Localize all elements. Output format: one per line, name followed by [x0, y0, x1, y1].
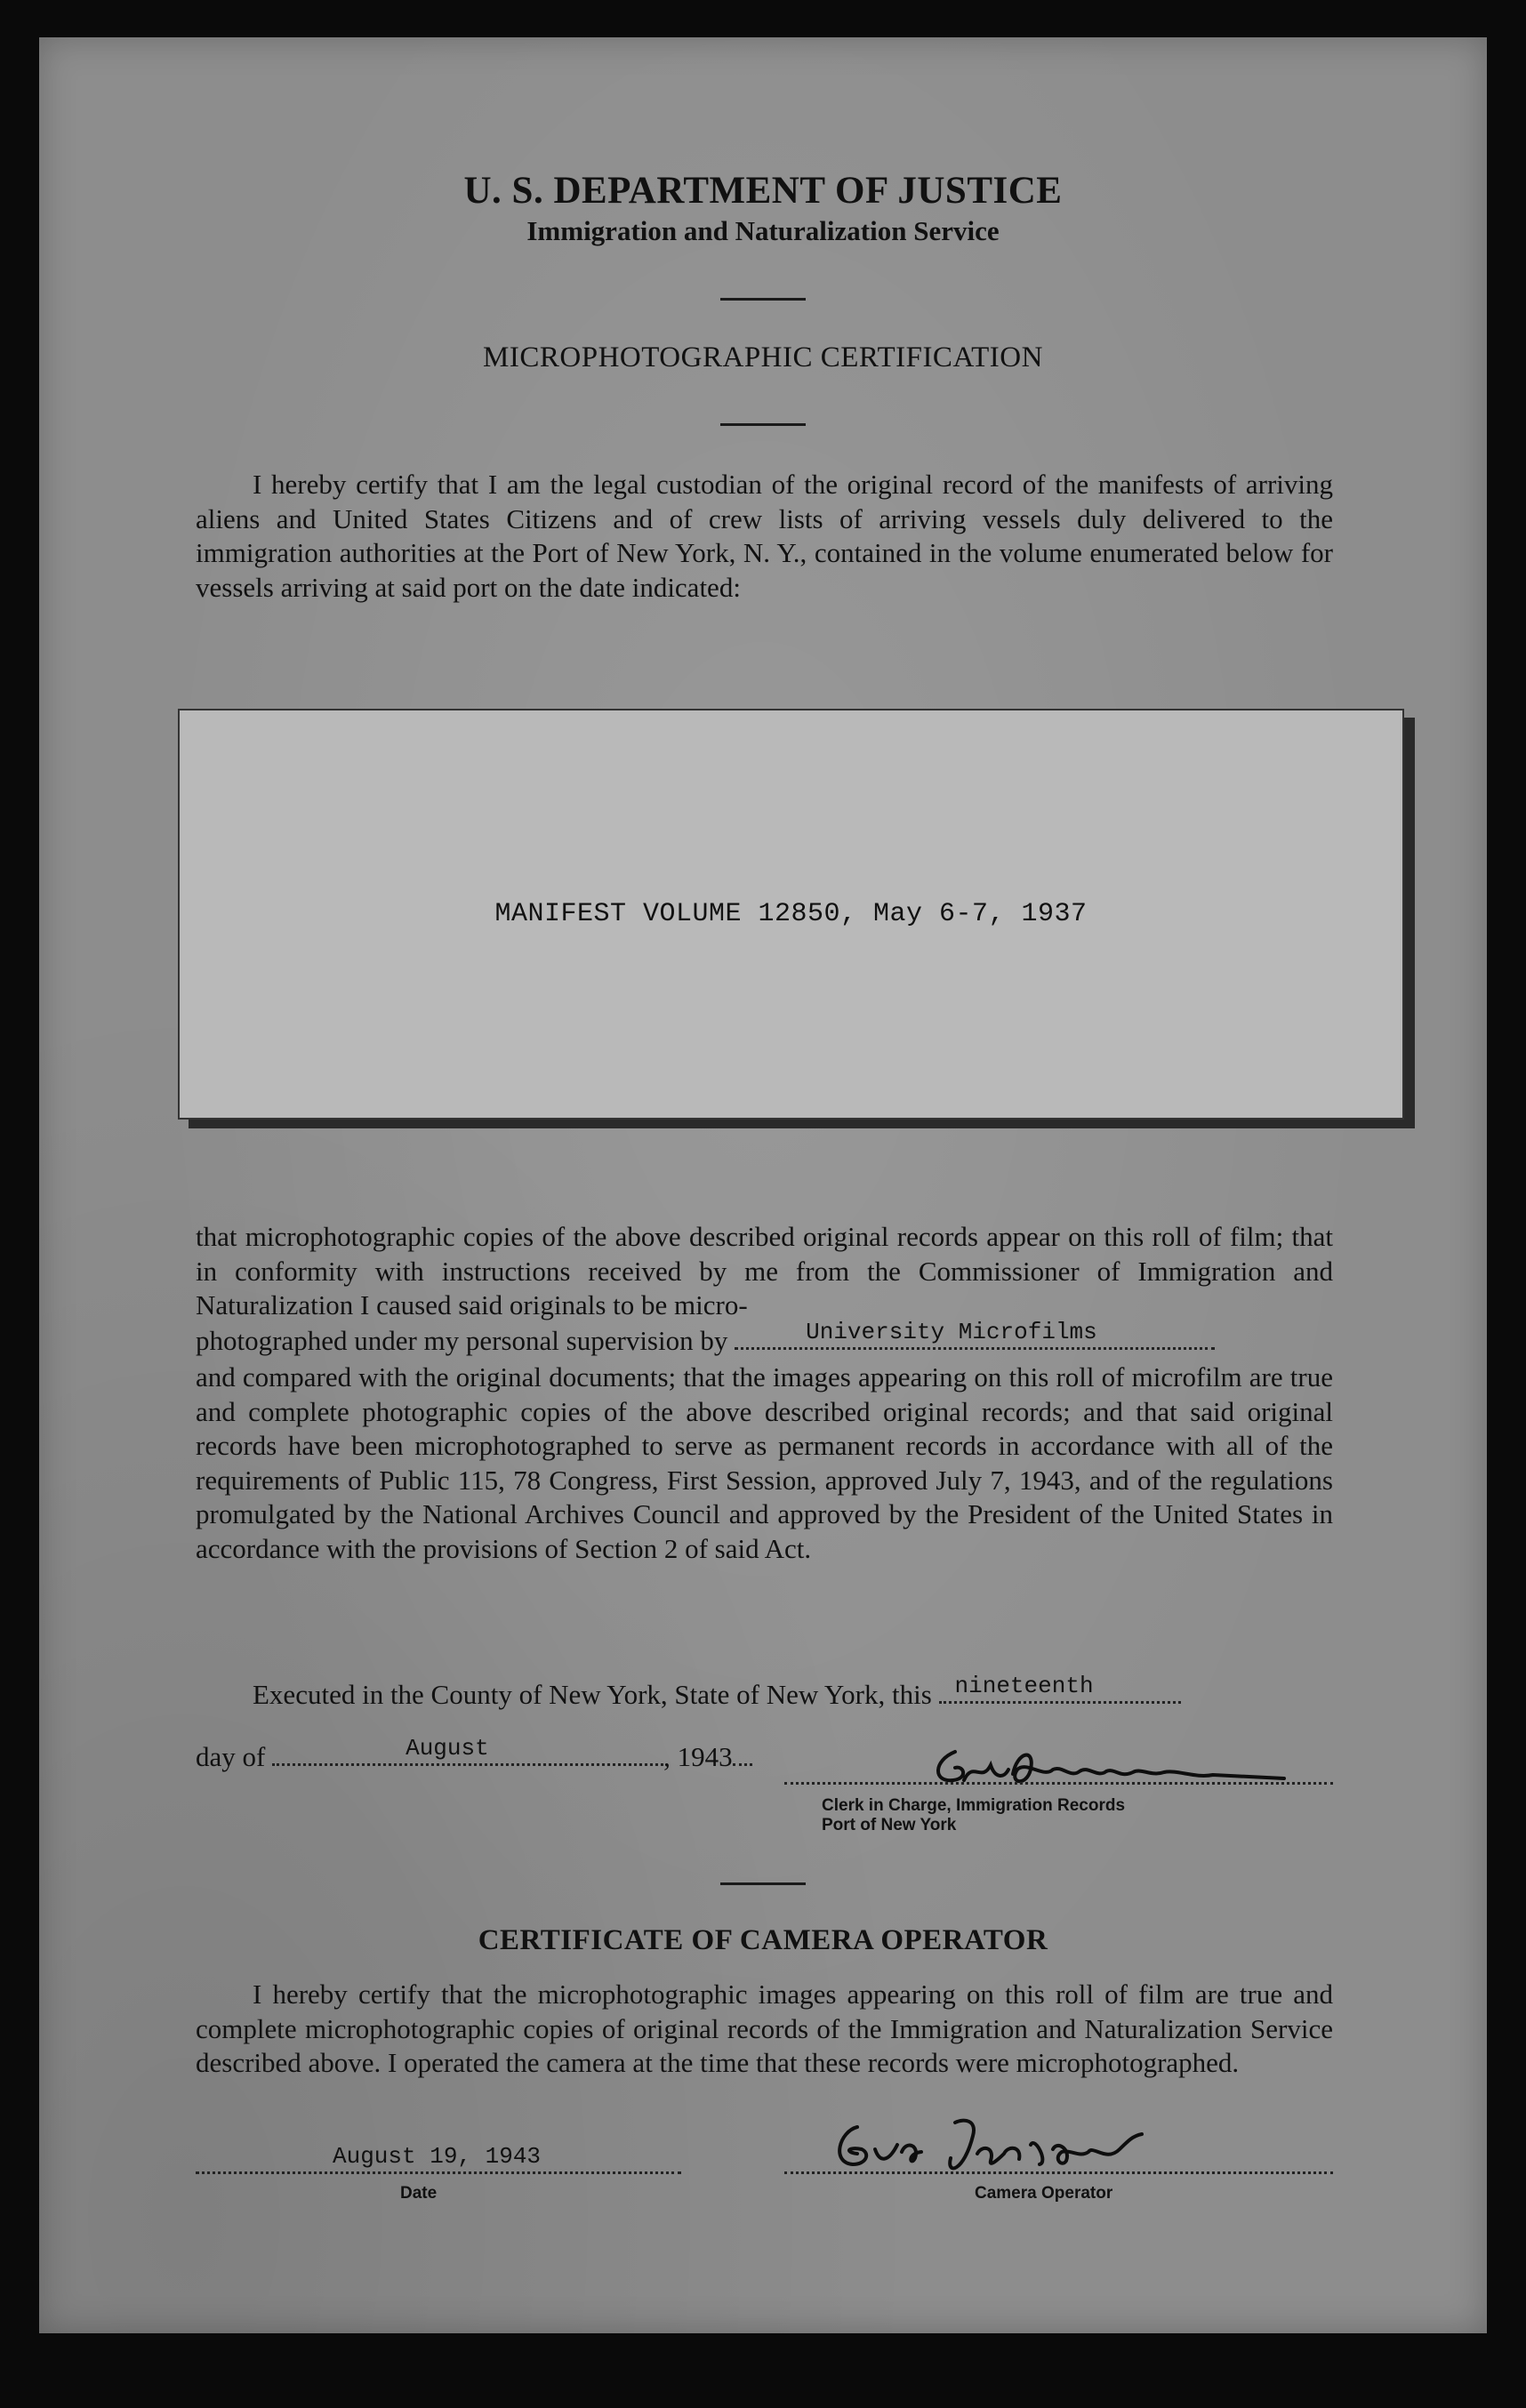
certification-title: MICROPHOTOGRAPHIC CERTIFICATION	[483, 341, 1043, 373]
day-of-prefix: day of	[196, 1741, 266, 1772]
divider-rule	[720, 423, 806, 426]
operator-date-line	[196, 2171, 681, 2174]
camera-operator-line	[784, 2171, 1333, 2174]
custodian-paragraph: I hereby certify that I am the legal custodian of the original record of the manifests of arriving aliens and United States Citizens and of crew lists of arriving vessels duly delivered to the immigration authorities at the Port of New York, N. Y., contained in the volume enumerated below for vessels arriving at said port on the date indicated:	[196, 469, 1333, 603]
camera-operator-signature	[822, 2109, 1213, 2180]
date-label: Date	[400, 2184, 438, 2203]
photographed-by-line	[196, 1319, 1333, 1361]
executed-year: , 1943	[663, 1741, 733, 1772]
executed-prefix: Executed in the County of New York, State of New York, this	[253, 1679, 932, 1710]
clerk-title-line2: Port of New York	[822, 1816, 957, 1834]
manifest-volume-label: MANIFEST VOLUME 12850, May 6-7, 1937	[494, 899, 1088, 929]
clerk-title	[822, 1796, 1125, 1835]
service-subtitle: Immigration and Naturalization Service	[526, 215, 1000, 246]
photographed-by-prefix: photographed under my personal supervision by	[196, 1325, 728, 1356]
document-page	[39, 37, 1487, 2333]
clerk-signature-line	[784, 1782, 1333, 1785]
microfilm-paragraph-lead: that microphotographic copies of the above described original records appear on this roll of film; that in conformity with instructions received by me from the Commissioner of Immigration and Naturalization I caused said originals to be micro-	[196, 1221, 1333, 1320]
clerk-title-line1: Clerk in Charge, Immigration Records	[822, 1796, 1126, 1815]
executed-month-value: August	[406, 1735, 489, 1762]
photographer-value: University Microfilms	[806, 1319, 1097, 1345]
department-title: U. S. DEPARTMENT OF JUSTICE	[463, 170, 1063, 212]
executed-line	[253, 1673, 1333, 1714]
executed-day-value: nineteenth	[954, 1673, 1094, 1699]
executed-month-field	[272, 1735, 663, 1766]
camera-operator-label: Camera Operator	[975, 2184, 1113, 2203]
photographer-field	[735, 1319, 1215, 1350]
camera-operator-title: CERTIFICATE OF CAMERA OPERATOR	[478, 1924, 1048, 1956]
divider-rule	[720, 1882, 806, 1885]
executed-day-field	[939, 1673, 1181, 1704]
divider-rule	[720, 298, 806, 301]
operator-date-value: August 19, 1943	[333, 2143, 542, 2170]
microfilm-paragraph-rest: and compared with the original documents; that the images appearing on this roll of microfilm are true and complete photographic copies of the above described original records; and that said original records have been microphotographed to serve as permanent records in accordance with all of the requirements of Public 115, 78 Congress, First Session, approved July 7, 1943, and of the regulations promulgated by the National Archives Council and approved by the President of the United States in accordance with the provisions of Section 2 of said Act.	[196, 1361, 1333, 1564]
camera-operator-paragraph: I hereby certify that the microphotographic images appearing on this roll of film are true and complete microphotographic copies of original records of the Immigration and Naturalization Service described above. I operated the camera at the time that these records were microphotographed.	[196, 1979, 1333, 2078]
manifest-volume-card	[178, 709, 1404, 1120]
clerk-signature	[928, 1743, 1302, 1796]
year-dots	[733, 1744, 752, 1766]
